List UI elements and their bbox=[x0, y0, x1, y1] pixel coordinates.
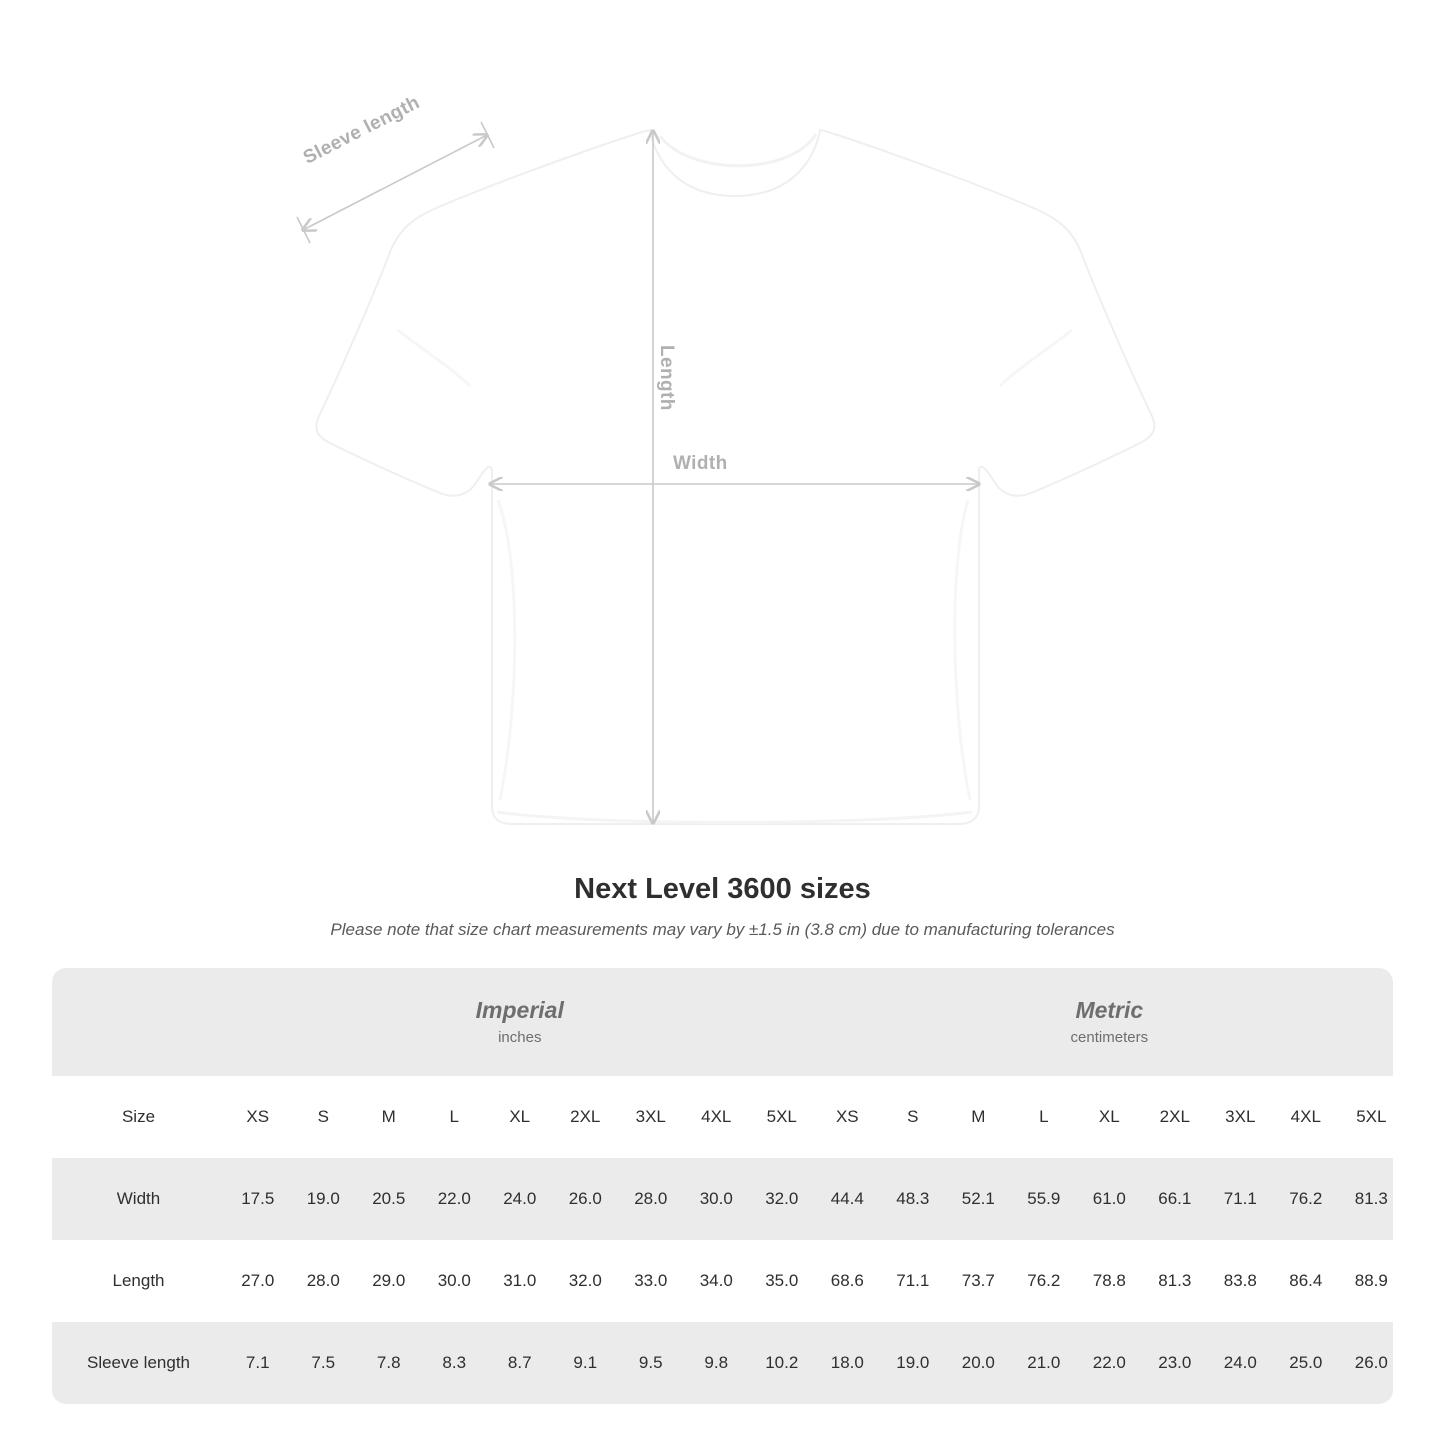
cell-width-met-m: 52.1 bbox=[961, 1189, 995, 1208]
col-head-met-3xl: 3XL bbox=[1225, 1107, 1256, 1126]
size-header-row bbox=[52, 1076, 1393, 1158]
cell-sleeve-imp-5xl: 10.2 bbox=[765, 1353, 799, 1372]
cell-length-imp-2xl: 32.0 bbox=[568, 1271, 602, 1290]
col-head-met-s: S bbox=[907, 1107, 919, 1126]
cell-width-imp-l: 22.0 bbox=[437, 1189, 471, 1208]
cell-sleeve-imp-xs: 7.1 bbox=[245, 1353, 270, 1372]
cell-sleeve-met-l: 21.0 bbox=[1027, 1353, 1061, 1372]
cell-width-met-3xl: 71.1 bbox=[1223, 1189, 1257, 1208]
cell-length-imp-xs: 27.0 bbox=[241, 1271, 275, 1290]
col-head-met-l: L bbox=[1039, 1107, 1049, 1126]
cell-sleeve-imp-2xl: 9.1 bbox=[573, 1353, 598, 1372]
cell-length-met-xl: 78.8 bbox=[1092, 1271, 1126, 1290]
cell-sleeve-met-xl: 22.0 bbox=[1092, 1353, 1126, 1372]
cell-length-met-xs: 68.6 bbox=[830, 1271, 864, 1290]
unit-subtitle-imperial: inches bbox=[498, 1028, 542, 1046]
cell-length-imp-5xl: 35.0 bbox=[765, 1271, 799, 1290]
col-head-imp-5xl: 5XL bbox=[766, 1107, 797, 1126]
col-head-imp-2xl: 2XL bbox=[570, 1107, 601, 1126]
cell-width-imp-5xl: 32.0 bbox=[765, 1189, 799, 1208]
length-label: Length bbox=[656, 345, 677, 411]
row-label-width: Width bbox=[116, 1189, 161, 1208]
col-head-imp-xs: XS bbox=[246, 1107, 270, 1126]
cell-sleeve-imp-s: 7.5 bbox=[311, 1353, 336, 1372]
tshirt-shape bbox=[316, 130, 1154, 824]
cell-sleeve-met-3xl: 24.0 bbox=[1223, 1353, 1257, 1372]
cell-length-imp-4xl: 34.0 bbox=[699, 1271, 733, 1290]
cell-length-imp-s: 28.0 bbox=[306, 1271, 340, 1290]
unit-title-imperial: Imperial bbox=[475, 997, 564, 1024]
unit-subtitle-metric: centimeters bbox=[1070, 1028, 1149, 1046]
col-head-met-xl: XL bbox=[1098, 1107, 1120, 1126]
cell-width-met-5xl: 81.3 bbox=[1354, 1189, 1388, 1208]
cell-sleeve-imp-l: 8.3 bbox=[442, 1353, 467, 1372]
title-block bbox=[0, 873, 1445, 940]
col-head-met-5xl: 5XL bbox=[1356, 1107, 1387, 1126]
col-head-met-4xl: 4XL bbox=[1290, 1107, 1321, 1126]
cell-width-met-xl: 61.0 bbox=[1092, 1189, 1126, 1208]
unit-header-spacer bbox=[52, 968, 225, 1076]
size-table bbox=[52, 968, 1393, 1404]
cell-length-imp-m: 29.0 bbox=[372, 1271, 406, 1290]
table-row-width bbox=[52, 1158, 1393, 1240]
cell-length-met-4xl: 86.4 bbox=[1289, 1271, 1323, 1290]
cell-width-imp-2xl: 26.0 bbox=[568, 1189, 602, 1208]
cell-width-met-l: 55.9 bbox=[1027, 1189, 1061, 1208]
cell-length-met-l: 76.2 bbox=[1027, 1271, 1061, 1290]
cell-width-imp-4xl: 30.0 bbox=[699, 1189, 733, 1208]
size-table-container bbox=[52, 968, 1393, 1404]
col-head-imp-xl: XL bbox=[509, 1107, 531, 1126]
cell-sleeve-met-5xl: 26.0 bbox=[1354, 1353, 1388, 1372]
cell-sleeve-met-2xl: 23.0 bbox=[1158, 1353, 1192, 1372]
cell-length-imp-xl: 31.0 bbox=[503, 1271, 537, 1290]
cell-sleeve-met-s: 19.0 bbox=[896, 1353, 930, 1372]
cell-sleeve-met-xs: 18.0 bbox=[830, 1353, 864, 1372]
cell-sleeve-imp-m: 7.8 bbox=[376, 1353, 401, 1372]
table-row-length bbox=[52, 1240, 1393, 1322]
col-head-met-2xl: 2XL bbox=[1159, 1107, 1190, 1126]
cell-width-imp-xs: 17.5 bbox=[241, 1189, 275, 1208]
col-head-imp-s: S bbox=[317, 1107, 329, 1126]
row-label-length: Length bbox=[112, 1271, 165, 1290]
unit-title-metric: Metric bbox=[1075, 997, 1144, 1024]
cell-length-met-s: 71.1 bbox=[896, 1271, 930, 1290]
cell-width-imp-xl: 24.0 bbox=[503, 1189, 537, 1208]
col-head-imp-l: L bbox=[449, 1107, 459, 1126]
width-label: Width bbox=[673, 453, 728, 474]
page-title: Next Level 3600 sizes bbox=[574, 873, 871, 905]
cell-sleeve-imp-4xl: 9.8 bbox=[704, 1353, 729, 1372]
cell-sleeve-met-4xl: 25.0 bbox=[1289, 1353, 1323, 1372]
sleeve-length-label: Sleeve length bbox=[300, 92, 424, 169]
cell-width-imp-m: 20.5 bbox=[372, 1189, 406, 1208]
cell-width-met-4xl: 76.2 bbox=[1289, 1189, 1323, 1208]
col-head-imp-3xl: 3XL bbox=[635, 1107, 666, 1126]
cell-sleeve-imp-3xl: 9.5 bbox=[638, 1353, 663, 1372]
col-head-met-m: M bbox=[971, 1107, 986, 1126]
cell-length-met-m: 73.7 bbox=[961, 1271, 995, 1290]
cell-length-imp-3xl: 33.0 bbox=[634, 1271, 668, 1290]
cell-sleeve-met-m: 20.0 bbox=[961, 1353, 995, 1372]
tolerance-note: Please note that size chart measurements may vary by ±1.5 in (3.8 cm) due to manufacturing tolerances bbox=[330, 920, 1115, 939]
table-row-sleeve-length bbox=[52, 1322, 1393, 1404]
col-head-met-xs: XS bbox=[835, 1107, 859, 1126]
cell-length-met-2xl: 81.3 bbox=[1158, 1271, 1192, 1290]
row-label-sleeve-length: Sleeve length bbox=[86, 1353, 191, 1372]
cell-length-met-3xl: 83.8 bbox=[1223, 1271, 1257, 1290]
col-head-imp-4xl: 4XL bbox=[701, 1107, 732, 1126]
unit-header-row bbox=[52, 968, 1393, 1076]
unit-header-imperial bbox=[225, 968, 815, 1076]
cell-width-imp-s: 19.0 bbox=[306, 1189, 340, 1208]
cell-width-met-s: 48.3 bbox=[896, 1189, 930, 1208]
cell-length-imp-l: 30.0 bbox=[437, 1271, 471, 1290]
cell-width-met-xs: 44.4 bbox=[830, 1189, 864, 1208]
unit-header-metric bbox=[815, 968, 1393, 1076]
cell-length-met-5xl: 88.9 bbox=[1354, 1271, 1388, 1290]
size-row-label: Size bbox=[121, 1107, 156, 1126]
cell-width-met-2xl: 66.1 bbox=[1158, 1189, 1192, 1208]
col-head-imp-m: M bbox=[381, 1107, 396, 1126]
cell-width-imp-3xl: 28.0 bbox=[634, 1189, 668, 1208]
cell-sleeve-imp-xl: 8.7 bbox=[507, 1353, 532, 1372]
